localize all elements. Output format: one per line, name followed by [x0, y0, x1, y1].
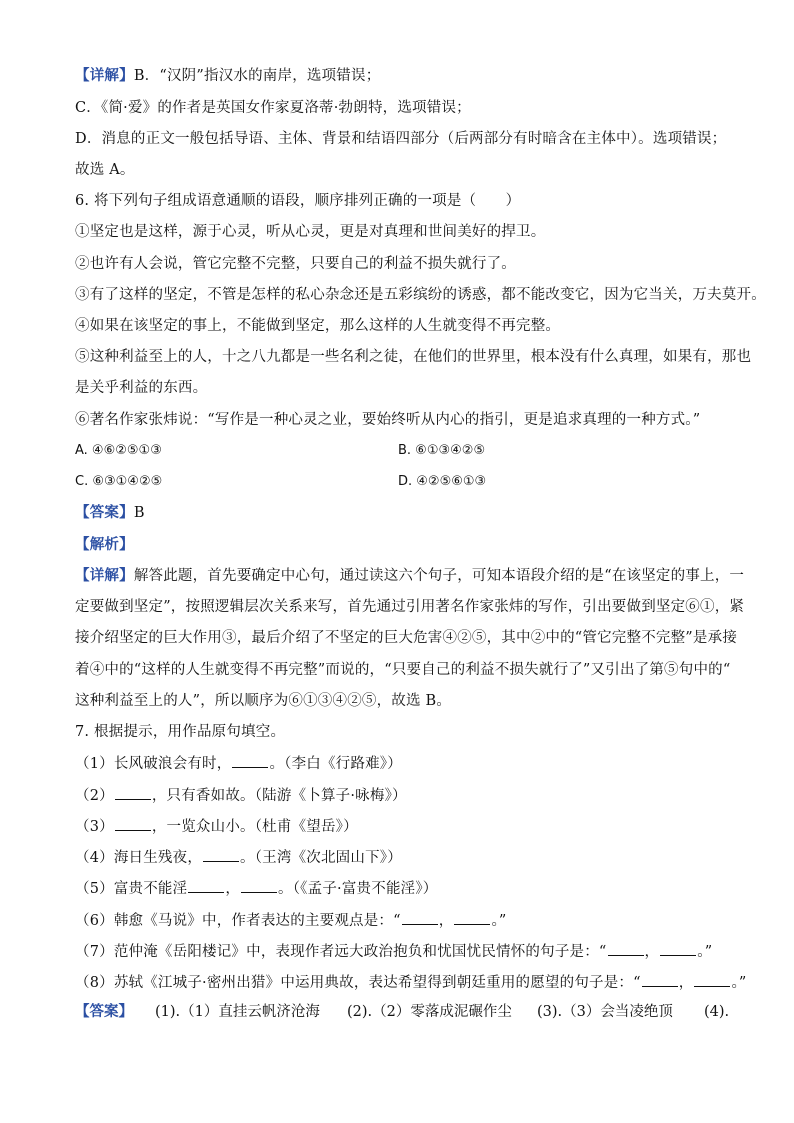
q7-item-5: （5）富贵不能淫 ， 。（《孟子·富贵不能淫》） [75, 878, 735, 899]
analysis-tag: 【解析】 [75, 536, 134, 553]
q7-item-6: （6）韩愈《马说》中，作者表达的主要观点是：“ ， 。” [75, 910, 735, 931]
question-6-stem: 6. 将下列句子组成语意通顺的语段，顺序排列正确的一项是（ ） [75, 193, 521, 209]
sentence-1: ①坚定也是这样，源于心灵，听从心灵，更是对真理和世间美好的捍卫。 [75, 224, 546, 240]
q7-item-4: （4）海日生残夜， 。（王湾《次北固山下》） [75, 847, 735, 868]
q7-answer-part-2: (2).（2）零落成泥碾作尘 [347, 1004, 512, 1020]
sentence-6: ⑥著名作家张炜说：“写作是一种心灵之业，要始终听从内心的指引，更是追求真理的一种方式。” [75, 412, 701, 428]
answer-line [75, 503, 735, 523]
answer-blank[interactable] [642, 972, 678, 987]
detail-line-5: 这种利益至上的人”，所以顺序为⑥①③④②⑤，故选 B。 [75, 693, 452, 709]
detail-line-4: 着④中的“这样的人生就变得不再完整”而说的，“只要自己的利益不损失就行了”又引出了第⑤句中的“ [75, 662, 731, 678]
answer-blank[interactable] [694, 972, 730, 987]
answer-tag: 【答案】 [75, 1003, 133, 1020]
q7-item-8: （8）苏轼《江城子·密州出猎》中运用典故，表达希望得到朝廷重用的愿望的句子是：“ ， 。” [75, 972, 735, 993]
q7-item-1: （1）长风破浪会有时， 。（李白《行路难》） [75, 753, 735, 774]
answer-blank[interactable] [188, 878, 224, 893]
option-d: D. ④②⑤⑥①③ [398, 474, 487, 489]
sentence-4: ④如果在该坚定的事上，不能做到坚定，那么这样的人生就变得不再完整。 [75, 318, 561, 334]
sentence-5: ⑤这种利益至上的人，十之八九都是一些名利之徒，在他们的世界里，根本没有什么真理，如果有，那也 [75, 349, 752, 365]
answer-blank[interactable] [203, 847, 239, 862]
analysis-line [75, 535, 735, 555]
q7-item-3: （3） ，一览众山小。（杜甫《望岳》） [75, 816, 735, 837]
sentence-3: ③有了这样的坚定，不管是怎样的私心杂念还是五彩缤纷的诱惑，都不能改变它，因为它当关，万夫莫开。 [75, 287, 766, 303]
option-b: B. ⑥①③④②⑤ [398, 443, 486, 458]
detail-line-2: 定要做到坚定”，按照逻辑层次关系来写，首先通过引用著名作家张炜的写作，引出要做到坚定⑥①，紧 [75, 599, 745, 615]
explanation-line-d: D．消息的正文一般包括导语、主体、背景和结语四部分（后两部分有时暗含在主体中）。选项错误； [75, 131, 727, 147]
answer-tag: 【答案】 [75, 504, 134, 521]
answer-blank[interactable] [115, 816, 151, 831]
answer-blank[interactable] [241, 878, 277, 893]
option-a: A. ④⑥②⑤①③ [75, 443, 162, 458]
conclusion-line: 故选 A。 [75, 162, 135, 178]
q7-item-7: （7）范仲淹《岳阳楼记》中，表现作者远大政治抱负和忧国忧民情怀的句子是：“ ， 。” [75, 941, 735, 962]
explanation-line-c: C．《简·爱》的作者是英国女作家夏洛蒂·勃朗特，选项错误； [75, 100, 471, 116]
answer-blank[interactable] [115, 785, 151, 800]
q7-answer-part-1: (1).（1）直挂云帆济沧海 [155, 1004, 320, 1020]
q7-answer-row [75, 1002, 735, 1022]
detail-tag: 【详解】 [75, 567, 134, 584]
answer-blank[interactable] [232, 753, 268, 768]
answer-value: B [133, 505, 145, 521]
q7-answer-part-4: (4). [704, 1004, 730, 1020]
answer-blank[interactable] [660, 941, 696, 956]
answer-blank[interactable] [454, 910, 490, 925]
option-c: C. ⑥③①④②⑤ [75, 474, 163, 489]
q7-item-2: （2） ，只有香如故。（陆游《卜算子·咏梅》） [75, 785, 735, 806]
sentence-5-cont: 是关乎利益的东西。 [75, 380, 208, 396]
q7-answer-part-3: (3).（3）会当凌绝顶 [537, 1004, 673, 1020]
detail-line-3: 接介绍坚定的巨大作用③，最后介绍了不坚定的巨大危害④②⑤，其中②中的“管它完整不完整”是承接 [75, 630, 738, 646]
detail-tag: 【详解】 [75, 67, 134, 84]
question-7-stem: 7. 根据提示，用作品原句填空。 [75, 724, 286, 740]
detail-line-1: 【详解】解答此题，首先要确定中心句，通过读这六个句子，可知本语段介绍的是“在该坚定的事上，一 [75, 567, 745, 584]
sentence-2: ②也许有人会说，管它完整不完整，只要自己的利益不损失就行了。 [75, 256, 516, 272]
answer-blank[interactable] [402, 910, 438, 925]
explanation-line-b: 【详解】B．“汉阴”指汉水的南岸，选项错误； [75, 67, 381, 84]
answer-blank[interactable] [608, 941, 644, 956]
